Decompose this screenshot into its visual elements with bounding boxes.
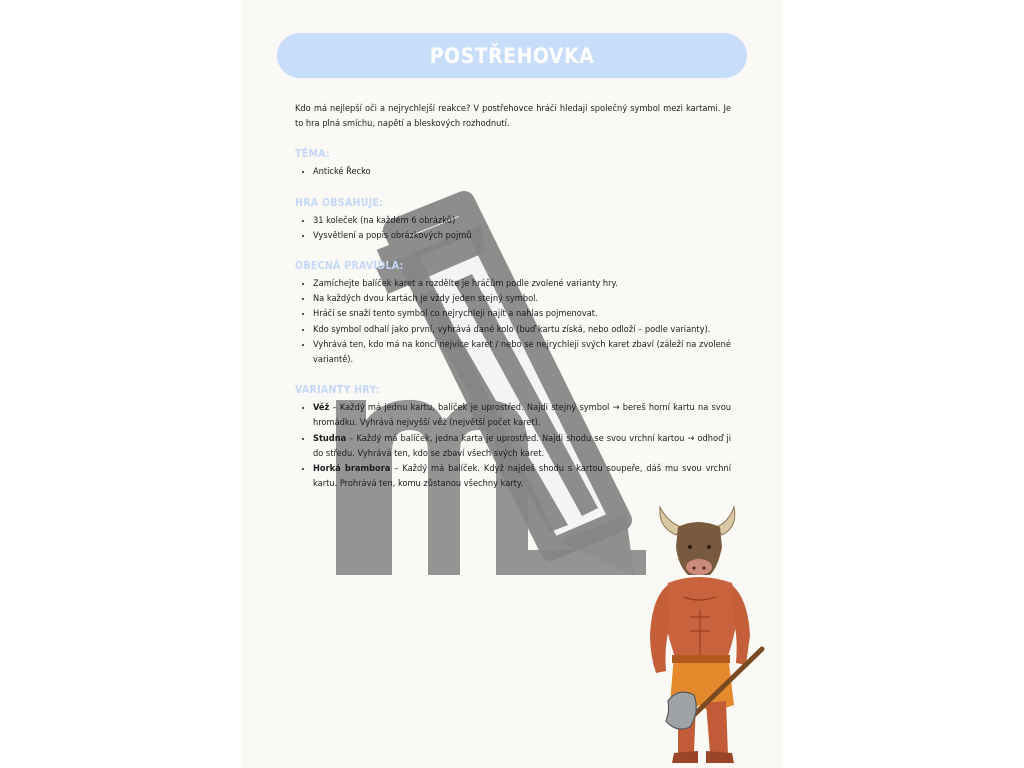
section-heading-pravidla: OBECNÁ PRAVIDLA: [295, 260, 404, 273]
intro-paragraph: Kdo má nejlepší oči a nejrychlejší reakce? V postřehovce hráči hledají společný symbol mezi kartami. Je to hra plná smíchu, napětí a bleskových rozhodnutí. [295, 103, 731, 130]
list-item: • Vysvětlení a popis obrázkových pojmů [313, 228, 731, 243]
varianty-list [295, 400, 731, 491]
list-item [313, 400, 731, 430]
list-item: • Zamíchejte balíček karet a rozdělte je hráčům podle zvolené varianty hry. [313, 276, 731, 291]
variant-text: – Každý má jednu kartu, balíček je uprostřed. Najdi stejný symbol → bereš horní kartu na svou hromádku. Vyhrává nejvyšší věž (největší počet karet). [313, 402, 731, 429]
list-item: • Hráči se snaží tento symbol co nejrychleji najít a nahlas pojmenovat. [313, 306, 731, 321]
list-item: • Antické Řecko [313, 164, 731, 179]
section-heading-varianty: VARIANTY HRY: [295, 384, 380, 397]
variant-text: – Každý má balíček, jedna karta je uprostřed. Najdi shodu se svou vrchní kartou → odhoď ji do středu. Vyhrává ten, kdo se zbaví všech svých karet. [313, 432, 731, 459]
variant-name: Studna [313, 432, 347, 444]
list-item [313, 461, 731, 491]
page-title: POSTŘEHOVKA [429, 43, 595, 68]
variant-text: – Každý má balíček. Když najdeš shodu s kartou soupeře, dáš mu svou vrchní kartu. Prohrává ten, komu zůstanou všechny karty. [313, 463, 731, 490]
title-banner [277, 33, 747, 78]
document-content [295, 101, 731, 491]
obsah-list [295, 213, 731, 243]
pravidla-list [295, 276, 731, 367]
minotaur-illustration [638, 505, 768, 768]
list-item: • Vyhrává ten, kdo má na konci nejvíce karet / nebo se nejrychleji svých karet zbaví (záleží na zvolené variantě). [313, 337, 731, 367]
section-heading-tema: TÉMA: [295, 148, 331, 161]
tema-list [295, 164, 731, 179]
list-item: • Na každých dvou kartách je vždy jeden stejný symbol. [313, 291, 731, 306]
variant-name: Věž [313, 402, 330, 414]
list-item: • Kdo symbol odhalí jako první, vyhrává dané kolo (buď kartu získá, nebo odloží – podle varianty). [313, 322, 731, 337]
variant-name: Horká brambora [313, 463, 391, 475]
section-heading-obsah: HRA OBSAHUJE: [295, 196, 384, 209]
list-item: • 31 koleček (na každém 6 obrázků) [313, 213, 731, 228]
list-item [313, 431, 731, 461]
document-page [241, 0, 783, 768]
